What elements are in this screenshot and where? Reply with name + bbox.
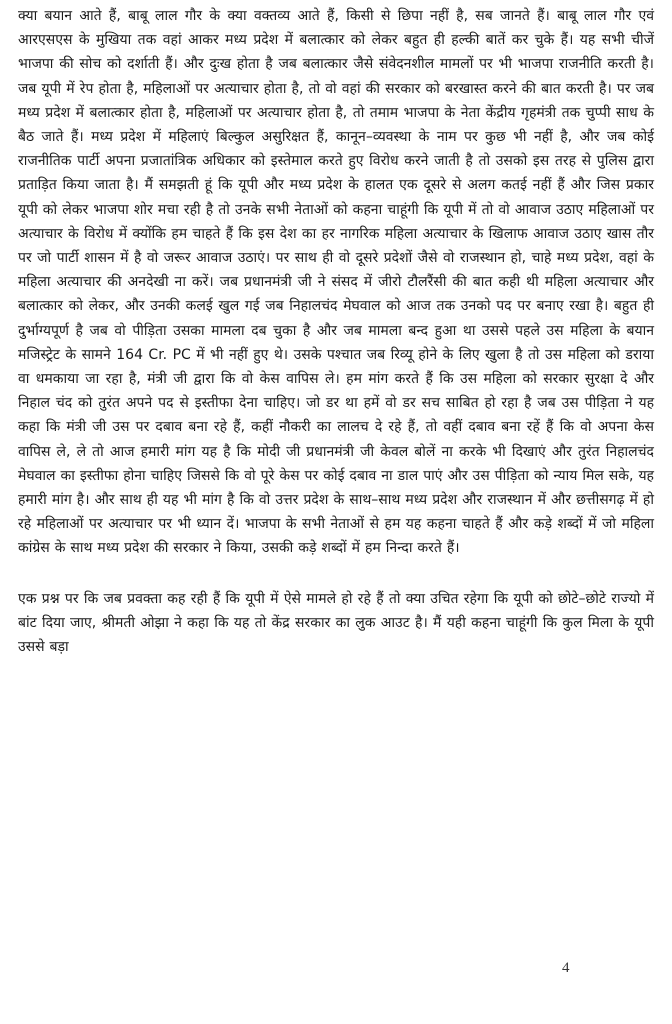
body-paragraph-2: एक प्रश्न पर कि जब प्रवक्ता कह रही हैं कि यूपी में ऐसे मामले हो रहे हैं तो क्या उचित रहेगा कि यूपी को छोटे–छोटे राज्यो में बांट दिया जाए, श्रीमती ओझा ने कहा कि यह तो केंद्र सरकार का लुक आउट है। मैं यही कहना चाहूंगी कि कुल मिला के यूपी उससे बड़ा [18, 590, 654, 656]
page-number: 4 [562, 960, 570, 976]
body-paragraph-1: क्या बयान आते हैं, बाबू लाल गौर के क्या वक्तव्य आते हैं, किसी से छिपा नहीं है, सब जानते हैं। बाबू लाल गौर एवं आरएसएस के मुखिया तक वहां आकर मध्य प्रदेश में बलात्कार को लेकर बहुत ही हल्की बातें कर चुके हैं। यह सभी चीजें भाजपा की सोच को दर्शाती हैं। और दुःख होता है जब बलात्कार जैसे संवेदनशील मामलों पर भी भाजपा राजनीति करती है। जब यूपी में रेप होता है, महिलाओं पर अत्याचार होता है, तो वो वहां की सरकार को बरखास्त करने की बात करती है। पर जब मध्य प्रदेश में बलात्कार होता है, महिलाओं पर अत्याचार होता है, तो तमाम भाजपा के नेता केंद्रीय गृहमंत्री तक चुप्पी साध के बैठ जाते हैं। मध्य प्रदेश में महिलाएं बिल्कुल असुरिक्षत हैं, कानून–व्यवस्था के नाम पर कुछ भी नहीं है, और जब कोई राजनीतिक पार्टी अपना प्रजातांत्रिक अधिकार को इस्तेमाल करते हुए विरोध करने जाती है तो उसको इस तरह से पुलिस द्वारा प्रताड़ित किया जाता है। मैं समझती हूं कि यूपी और मध्य प्रदेश के हालत एक दूसरे से अलग कतई नहीं हैं और जिस प्रकार यूपी को लेकर भाजपा शोर मचा रही है तो उनके सभी नेताओं को कहना चाहूंगी कि यूपी में तो वो आवाज उठाए महिलाओं पर अत्याचार के विरोध में क्योंकि हम चाहते हैं कि इस देश का हर नागरिक महिला अत्याचार के खिलाफ आवाज उठाए खास तौर पर जो पार्टी शासन में है वो जरूर आवाज उठाएं। पर साथ ही वो दूसरे प्रदेशों जैसे वो राजस्थान हो, चाहे मध्य प्रदेश, वहां के महिला अत्याचार की अनदेखी ना करें। जब प्रधानमंत्री जी ने संसद में जीरो टौलरैंसी की बात कही थी महिला अत्याचार और बलात्कार को लेकर, और उनकी कलई खुल गई जब निहालचंद मेघवाल को आज तक उनको पद पर बनाए रखा है। बहुत ही दुर्भाग्यपूर्ण है जब वो पीड़िता उसका मामला दब चुका है और जब मामला बन्द हुआ था उससे पहले उस महिला के बयान मजिस्ट्रेट के सामने 164 Cr. PC में भी नहीं हुए थे। उसके पश्चात जब रिव्यू होने के लिए खुला है तो उस महिला को डराया वा धमकाया जा रहा है, मंत्री जी द्वारा कि वो केस वापिस ले। हम मांग करते हैं कि उस महिला को सरकार सुरक्षा दे और निहाल चंद को तुरंत अपने पद से इस्तीफा देना चाहिए। जो डर था हमें वो डर सच साबित हो रहा है जब उस पीड़िता ने यह कहा कि मंत्री जी उस पर दबाव बना रहे हैं, कहीं नौकरी का लालच दे रहे हैं, तो वहीं दबाव बना रहें हैं कि वो अपना केस वापिस ले, ले तो आज हमारी मांग यह है कि मोदी जी प्रधानमंत्री जी केवल बोलें ना करके भी दिखाएं और तुरंत निहालचंद मेघवाल का इस्तीफा होना चाहिए जिससे कि वो पूरे केस पर कोई दबाव ना डाल पाएं और उस पीड़िता को न्याय मिल सके, यह हमारी मांग है। और साथ ही यह भी मांग है कि वो उत्तर प्रदेश के साथ–साथ मध्य प्रदेश और राजस्थान में और छत्तीसगढ़ में हो रहे महिलाओं पर अत्याचार पर भी ध्यान दें। भाजपा के सभी नेताओं से हम यह कहना चाहते हैं और कड़े शब्दों में जो महिला कांग्रेस के साथ मध्य प्रदेश की सरकार ने किया, उसकी कड़े शब्दों में हम निन्दा करते हैं। [18, 8, 654, 557]
